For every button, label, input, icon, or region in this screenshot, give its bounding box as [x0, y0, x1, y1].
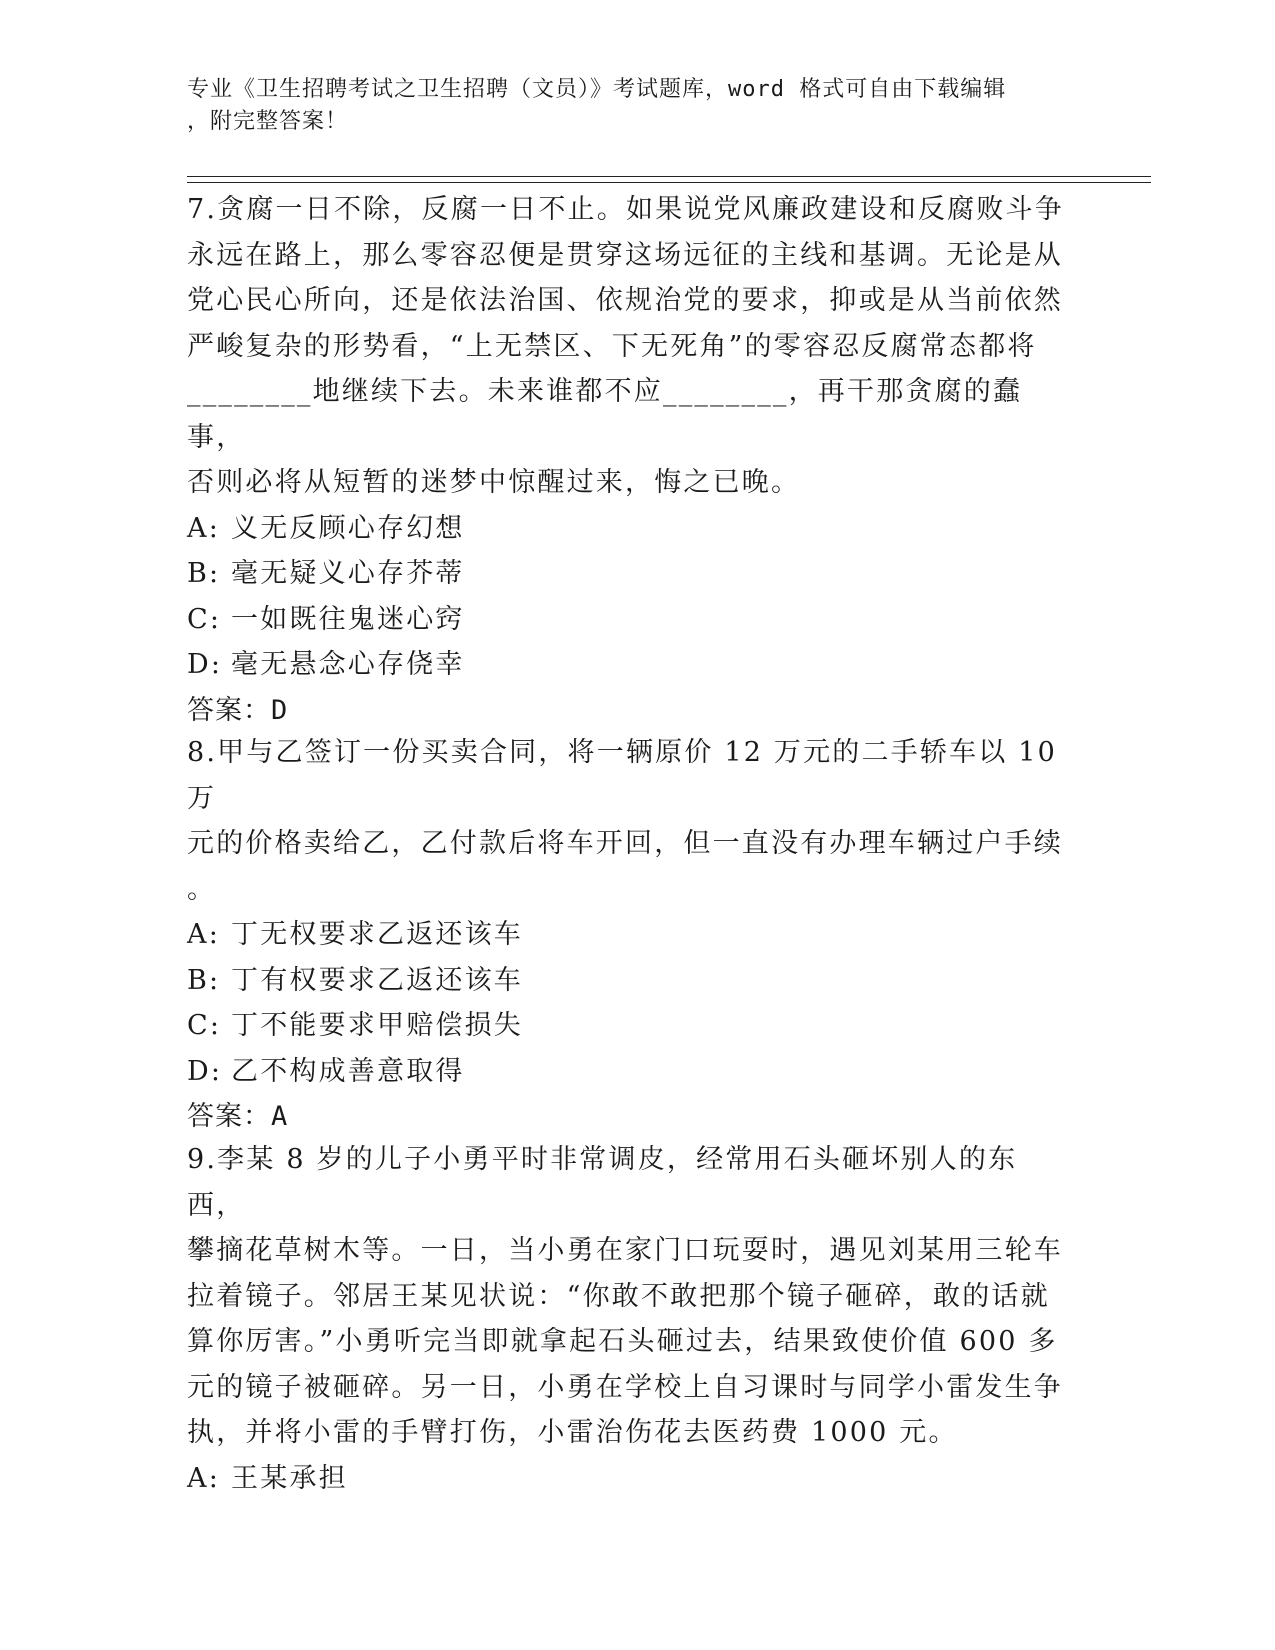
option-text: 丁不能要求甲赔偿损失 [231, 1010, 523, 1041]
option-b [187, 551, 1067, 597]
option-key: B: [187, 964, 221, 996]
question-line: 永远在路上，那么零容忍便是贯穿这场远征的主线和基调。无论是从 [187, 239, 1063, 271]
question-line: 8.甲与乙签订一份买卖合同，将一辆原价 12 万元的二手轿车以 10 万 [187, 737, 1058, 814]
option-key: B: [187, 558, 221, 589]
option-key: D: [187, 649, 223, 680]
option-key: A: [187, 1462, 220, 1494]
question-line: ________地继续下去。未来谁都不应________，再干那贪腐的蠢事， [187, 376, 1023, 453]
option-a [187, 912, 1067, 958]
question-9 [187, 1137, 1067, 1501]
option-text: 丁无权要求乙返还该车 [231, 919, 523, 950]
option-text: 丁有权要求乙返还该车 [231, 964, 523, 996]
header-line-1: 专业《卫生招聘考试之卫生招聘（文员）》考试题库，word 格式可自由下载编辑 [187, 77, 1007, 102]
question-line: 9.李某 8 岁的儿子小勇平时非常调皮，经常用石头砸坏别人的东西， [187, 1144, 1018, 1221]
answer-label: 答案：A [187, 1101, 289, 1132]
question-line: 元的价格卖给乙，乙付款后将车开回，但一直没有办理车辆过户手续 [187, 828, 1063, 859]
question-line: 执，并将小雷的手臂打伤，小雷治伤花去医药费 1000 元。 [187, 1417, 958, 1448]
question-line: 元的镜子被砸碎。另一日，小勇在学校上自习课时与同学小雷发生争 [187, 1371, 1063, 1403]
option-key: D: [187, 1055, 223, 1087]
option-text: 义无反顾心存幻想 [231, 512, 465, 544]
option-key: A: [187, 919, 220, 950]
question-line: 严峻复杂的形势看，“上无禁区、下无死角”的零容忍反腐常态都将 [187, 330, 1037, 362]
option-text: 毫无疑义心存芥蒂 [231, 558, 465, 589]
question-line: 攀摘花草树木等。一日，当小勇在家门口玩耍时，遇见刘某用三轮车 [187, 1235, 1063, 1266]
option-a [187, 1456, 1067, 1502]
question-line: 算你厉害。”小勇听完当即就拿起石头砸过去，结果致使价值 600 多 [187, 1326, 1058, 1357]
option-d [187, 1049, 1067, 1095]
question-line: 。 [187, 873, 217, 905]
option-a [187, 506, 1067, 552]
option-d [187, 642, 1067, 688]
header-line-2: ，附完整答案！ [187, 109, 349, 134]
option-text: 一如既往鬼迷心窍 [231, 603, 465, 635]
header-divider-bottom [187, 182, 1151, 183]
option-text: 毫无悬念心存侥幸 [231, 649, 465, 680]
option-c [187, 1003, 1067, 1049]
question-8 [187, 730, 1067, 1140]
option-key: C: [187, 603, 222, 635]
question-line: 否则必将从短暂的迷梦中惊醒过来，悔之已晚。 [187, 467, 801, 498]
option-text: 乙不构成善意取得 [231, 1055, 465, 1087]
question-line: 党心民心所向，还是依法治国、依规治党的要求，抑或是从当前依然 [187, 285, 1063, 316]
option-c [187, 597, 1067, 643]
question-7 [187, 187, 1067, 733]
answer-label: 答案：D [187, 694, 289, 726]
header-divider-top [187, 176, 1151, 177]
option-b [187, 958, 1067, 1004]
option-text: 王某承担 [231, 1462, 348, 1494]
option-key: A: [187, 512, 220, 544]
document-header [187, 74, 1067, 138]
question-line: 7.贪腐一日不除，反腐一日不止。如果说党风廉政建设和反腐败斗争 [187, 194, 1064, 225]
option-key: C: [187, 1010, 222, 1041]
question-line: 拉着镜子。邻居王某见状说：“你敢不敢把那个镜子砸碎，敢的话就 [187, 1280, 1050, 1312]
